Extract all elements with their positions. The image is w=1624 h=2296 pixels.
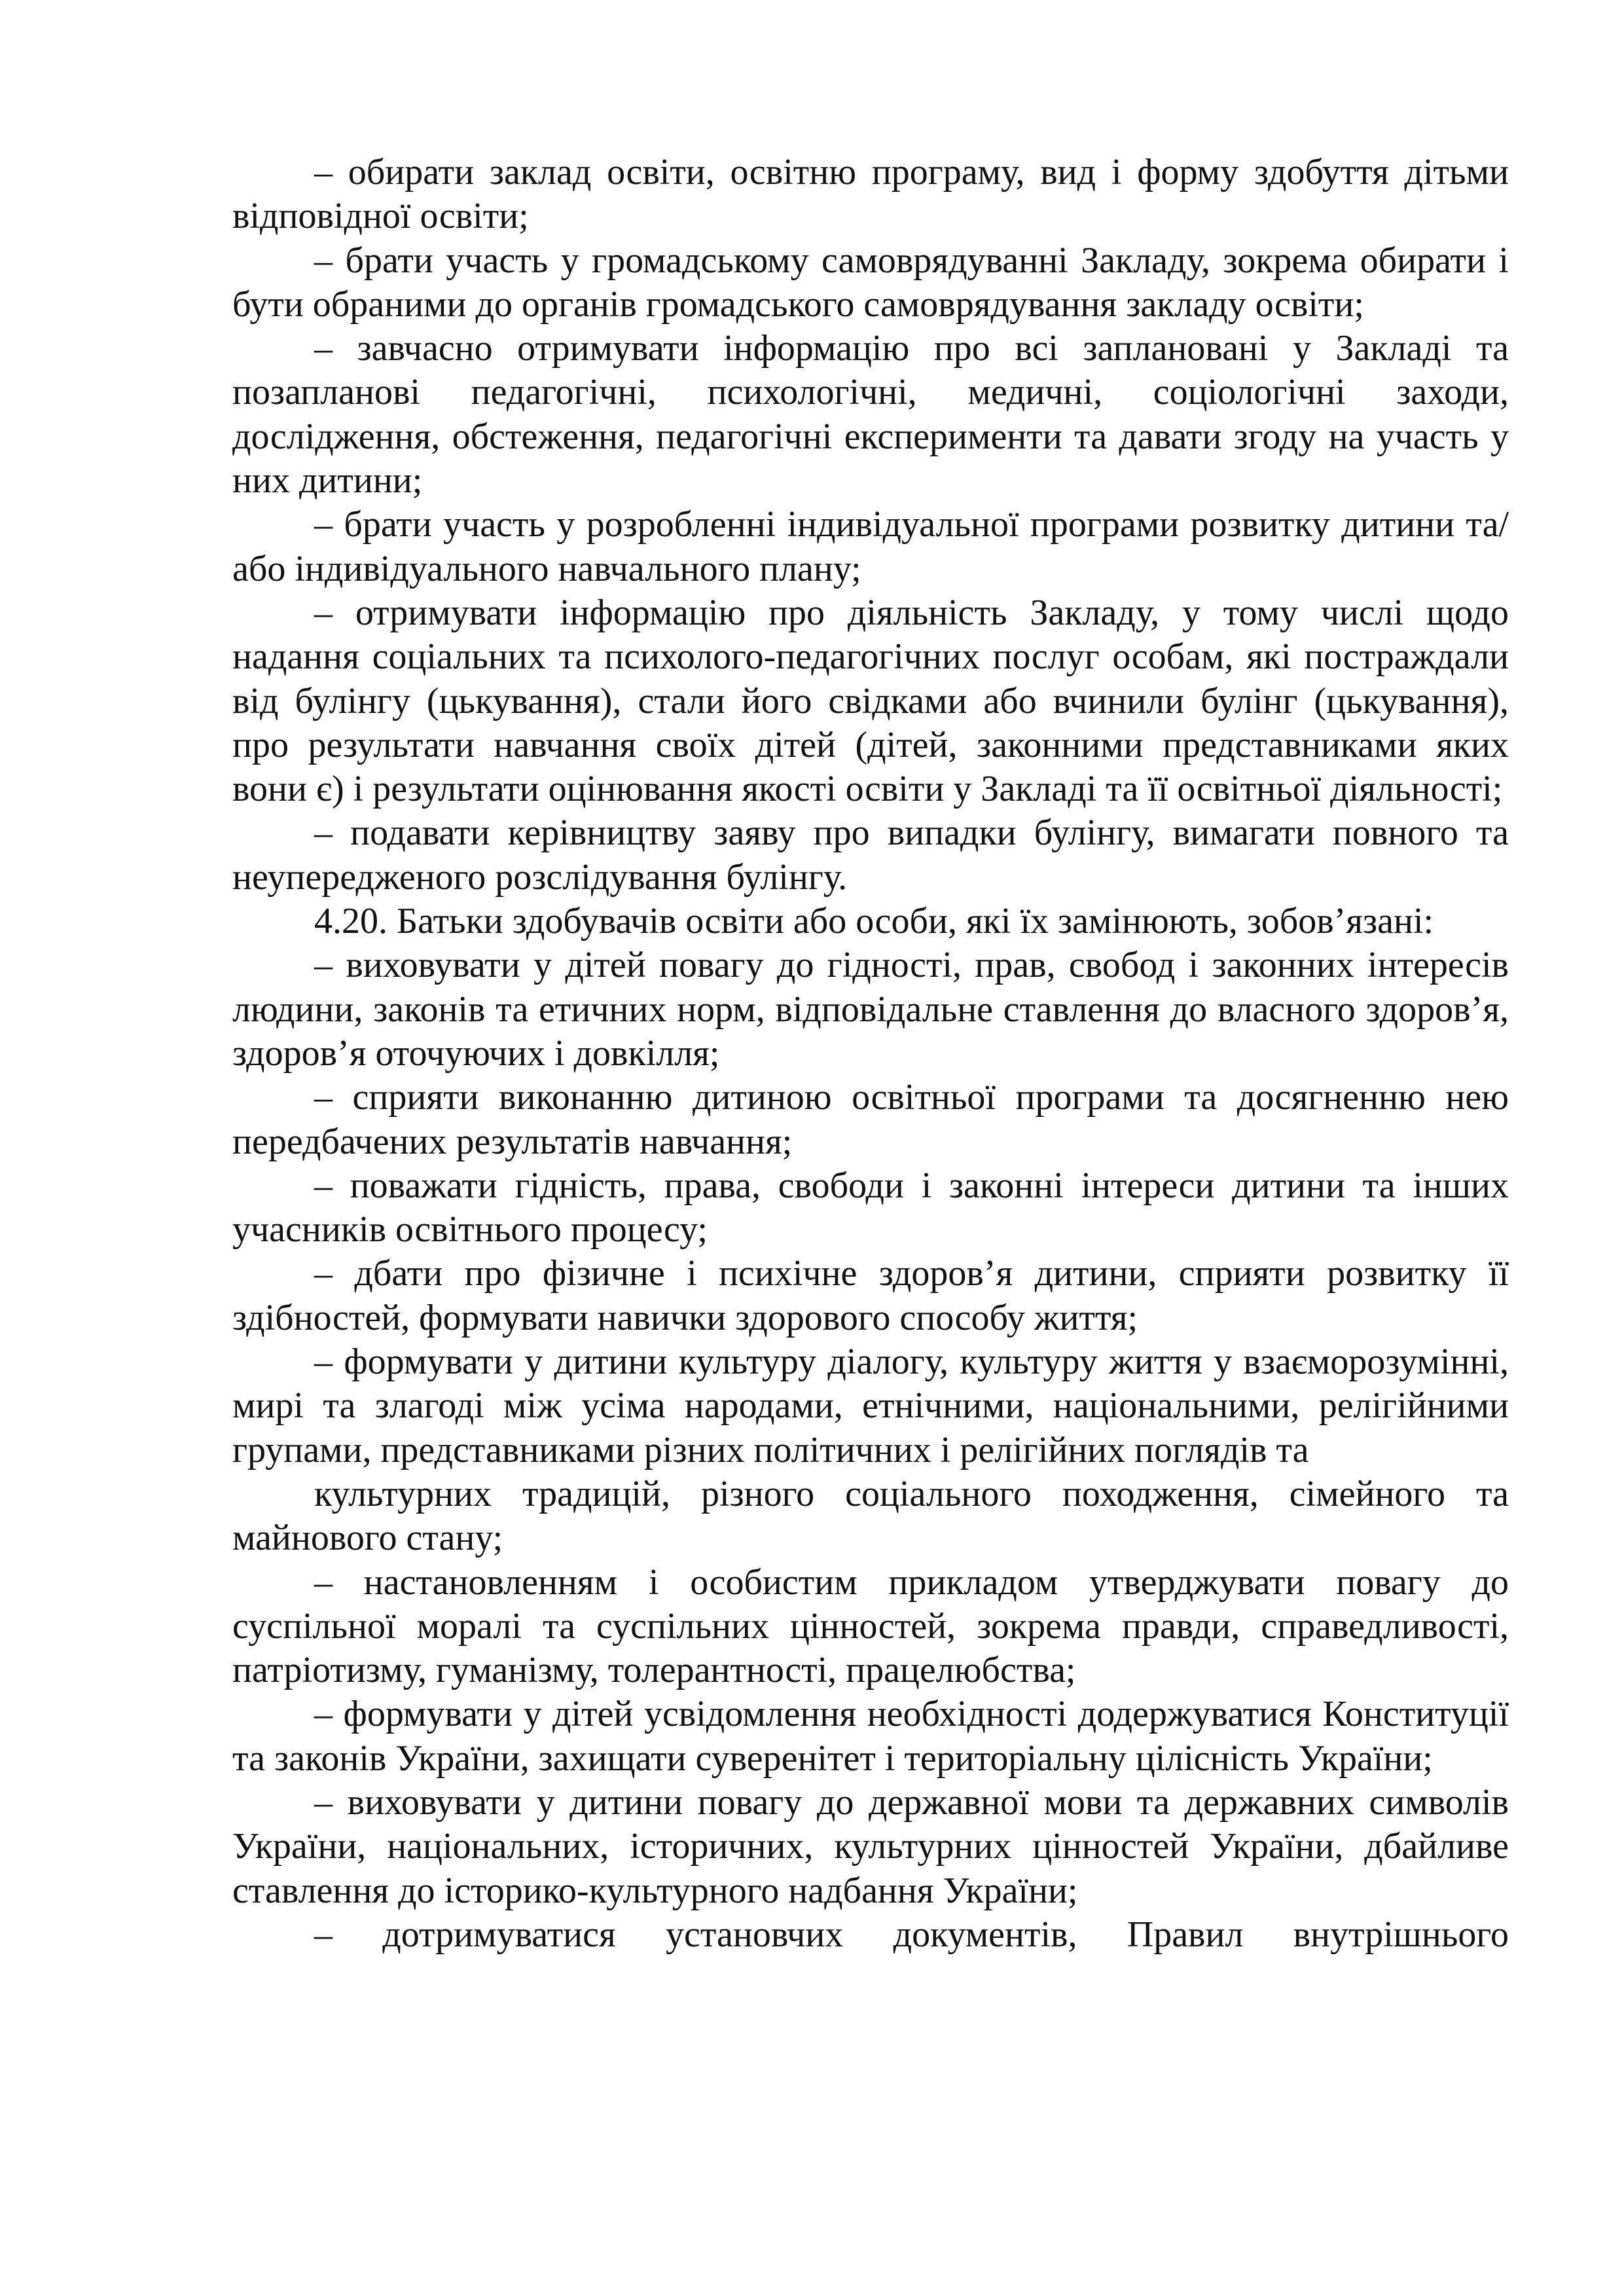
paragraph-respect-dignity: – виховувати у дітей повагу до гідності, прав, свобод і законних інтересів людини, законів та етичних норм, відповідальне ставлення до власного здоров’я, здоров’я оточуючих і довкілля; [232,945,1509,1074]
paragraph-state-language: – виховувати у дитини повагу до державної мови та державних символів України, національних, історичних, культурних цінностей України, дбайливе ставлення до історико-культурного надбання України; [232,1781,1509,1911]
document-page [232,151,1509,1957]
section-heading-4-20: 4.20. Батьки здобувачів освіти або особи, які їх замінюють, зобов’язані: [314,901,1434,942]
paragraph-choose-institution: – обирати заклад освіти, освітню програму, вид і форму здобуття дітьми відповідної освіти; [232,152,1509,237]
paragraph-constitution: – формувати у дітей усвідомлення необхідності додержуватися Конституції та законів України, захищати суверенітет і територіальну цілісність України; [232,1694,1509,1779]
paragraph-self-government: – брати участь у громадському самоврядуванні Закладу, зокрема обирати і бути обраними до органів громадського самоврядування закладу освіти; [232,240,1509,325]
paragraph-public-morality: – настановленням і особистим прикладом утверджувати повагу до суспільної моралі та суспільних цінностей, зокрема правди, справедливості, патріотизму, гуманізму, толерантності, працелюбства; [232,1561,1509,1691]
paragraph-dialogue-culture-continued: культурних традицій, різного соціального походження, сімейного та майнового стану; [232,1473,1509,1559]
paragraph-founding-documents: – дотримуватися установчих документів, Правил внутрішнього [314,1914,1509,1955]
paragraph-receive-info-activities: – завчасно отримувати інформацію про всі заплановані у Закладі та позапланові педагогічні, психологічні, медичні, соціологічні заходи, дослідження, обстеження, педагогічні експерименти та давати згоду на участь у них дитини; [232,328,1509,501]
paragraph-receive-info-institution: – отримувати інформацію про діяльність Закладу, у тому числі щодо надання соціальних та психолого-педагогічних послуг особам, які постраждали від булінгу (цькування), стали його свідками або вчинили булінг (цькування), про результати навчання своїх дітей (дітей, законними представниками яких вони є) і результати оцінювання якості освіти у Закладі та її освітньої діяльності; [232,592,1509,810]
paragraph-individual-program: – брати участь у розробленні індивідуальної програми розвитку дитини та/або індивідуального навчального плану; [232,504,1509,589]
paragraph-bullying-report: – подавати керівництву заяву про випадки булінгу, вимагати повного та неупередженого розслідування булінгу. [232,812,1509,898]
paragraph-respect-rights: – поважати гідність, права, свободи і законні інтереси дитини та інших учасників освітнього процесу; [232,1165,1509,1250]
paragraph-health: – дбати про фізичне і психічне здоров’я дитини, сприяти розвитку її здібностей, формувати навички здорового способу життя; [232,1253,1509,1338]
paragraph-support-program: – сприяти виконанню дитиною освітньої програми та досягненню нею передбачених результатів навчання; [232,1077,1509,1162]
paragraph-dialogue-culture: – формувати у дитини культуру діалогу, культуру життя у взаєморозумінні, мирі та злагоді між усіма народами, етнічними, національними, релігійними групами, представниками різних політичних і релігійних поглядів та [232,1341,1509,1470]
